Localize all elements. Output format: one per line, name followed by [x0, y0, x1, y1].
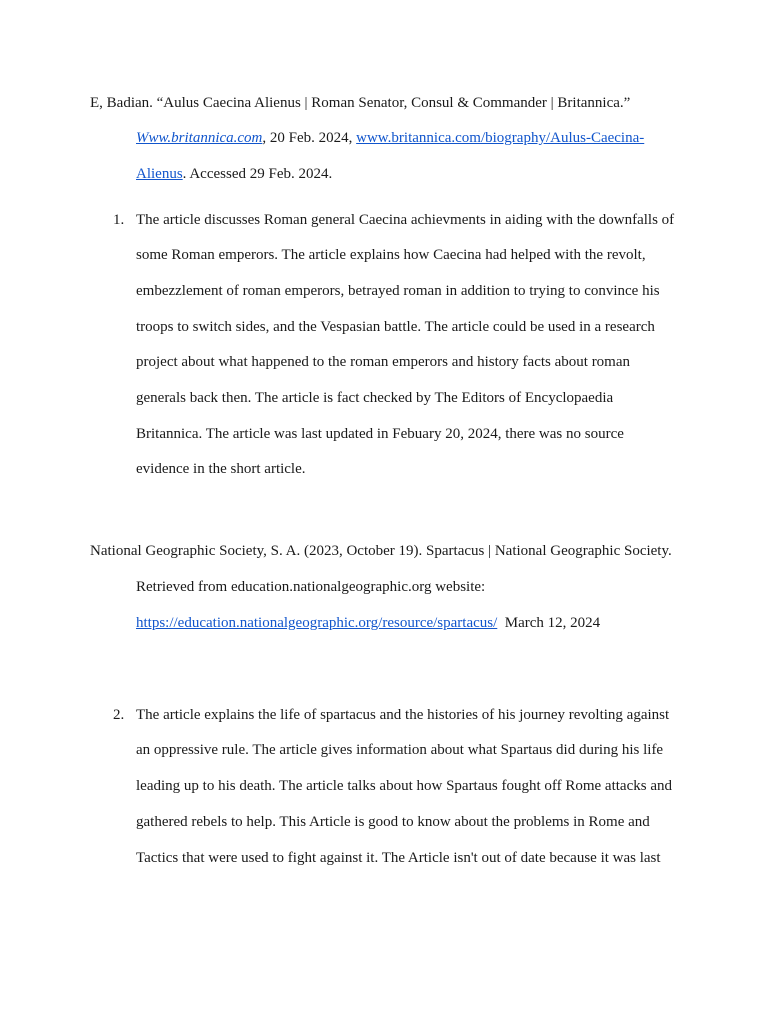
annotation-1-line-6: generals back then. The article is fact checked by The Editors of Encyclopaedia: [136, 390, 614, 406]
annotation-2-line-3: leading up to his death. The article talks about how Spartaus fought off Rome attacks and: [136, 778, 672, 794]
annotation-1-line-4: troops to switch sides, and the Vespasian battle. The article could be used in a research: [136, 319, 655, 335]
britannica-url-link[interactable]: www.britannica.com/biography/Aulus-Caecina-: [356, 130, 645, 146]
annotation-1-line-2: some Roman emperors. The article explains how Caecina had helped with the revolt,: [136, 247, 646, 263]
annotation-2-line-2: an oppressive rule. The article gives information about what Spartaus did during his life: [136, 742, 664, 758]
citation-1-line-1: E, Badian. “Aulus Caecina Alienus | Roman Senator, Consul & Commander | Britannica.”: [90, 95, 631, 111]
nat-geo-url-link[interactable]: https://education.nationalgeographic.org/resource/spartacus/: [136, 615, 498, 631]
annotation-2-number: 2.: [113, 707, 125, 723]
citation-2-line-3: [136, 613, 600, 633]
annotation-1-line-1: The article discusses Roman general Caecina achievments in aiding with the downfalls of: [136, 212, 675, 228]
citation-1-accessed: . Accessed 29 Feb. 2024.: [182, 166, 333, 182]
annotation-1-line-7: Britannica. The article was last updated in Febuary 20, 2024, there was no source: [136, 426, 624, 442]
britannica-url-link-continued[interactable]: Alienus: [136, 166, 183, 182]
annotation-2-line-4: gathered rebels to help. This Article is good to know about the problems in Rome and: [136, 814, 650, 830]
annotation-1-number: 1.: [113, 212, 125, 228]
annotation-2-line-5: Tactics that were used to fight against it. The Article isn't out of date because it was last: [136, 850, 661, 866]
citation-1-line-3: [136, 164, 332, 184]
citation-2-line-2: Retrieved from education.nationalgeographic.org website:: [136, 579, 486, 595]
annotation-1-line-8: evidence in the short article.: [136, 461, 306, 477]
citation-2-line-1: National Geographic Society, S. A. (2023, October 19). Spartacus | National Geographic Society.: [90, 543, 672, 559]
citation-1-line-2: [136, 128, 644, 148]
britannica-source-link[interactable]: Www.britannica.com: [136, 130, 263, 146]
annotation-2-line-1: The article explains the life of spartacus and the histories of his journey revolting against: [136, 707, 670, 723]
citation-1-date: , 20 Feb. 2024,: [262, 130, 357, 146]
citation-2-date: March 12, 2024: [497, 615, 601, 631]
annotation-1-line-3: embezzlement of roman emperors, betrayed roman in addition to trying to convince his: [136, 283, 660, 299]
annotation-1-line-5: project about what happened to the roman emperors and history facts about roman: [136, 354, 631, 370]
